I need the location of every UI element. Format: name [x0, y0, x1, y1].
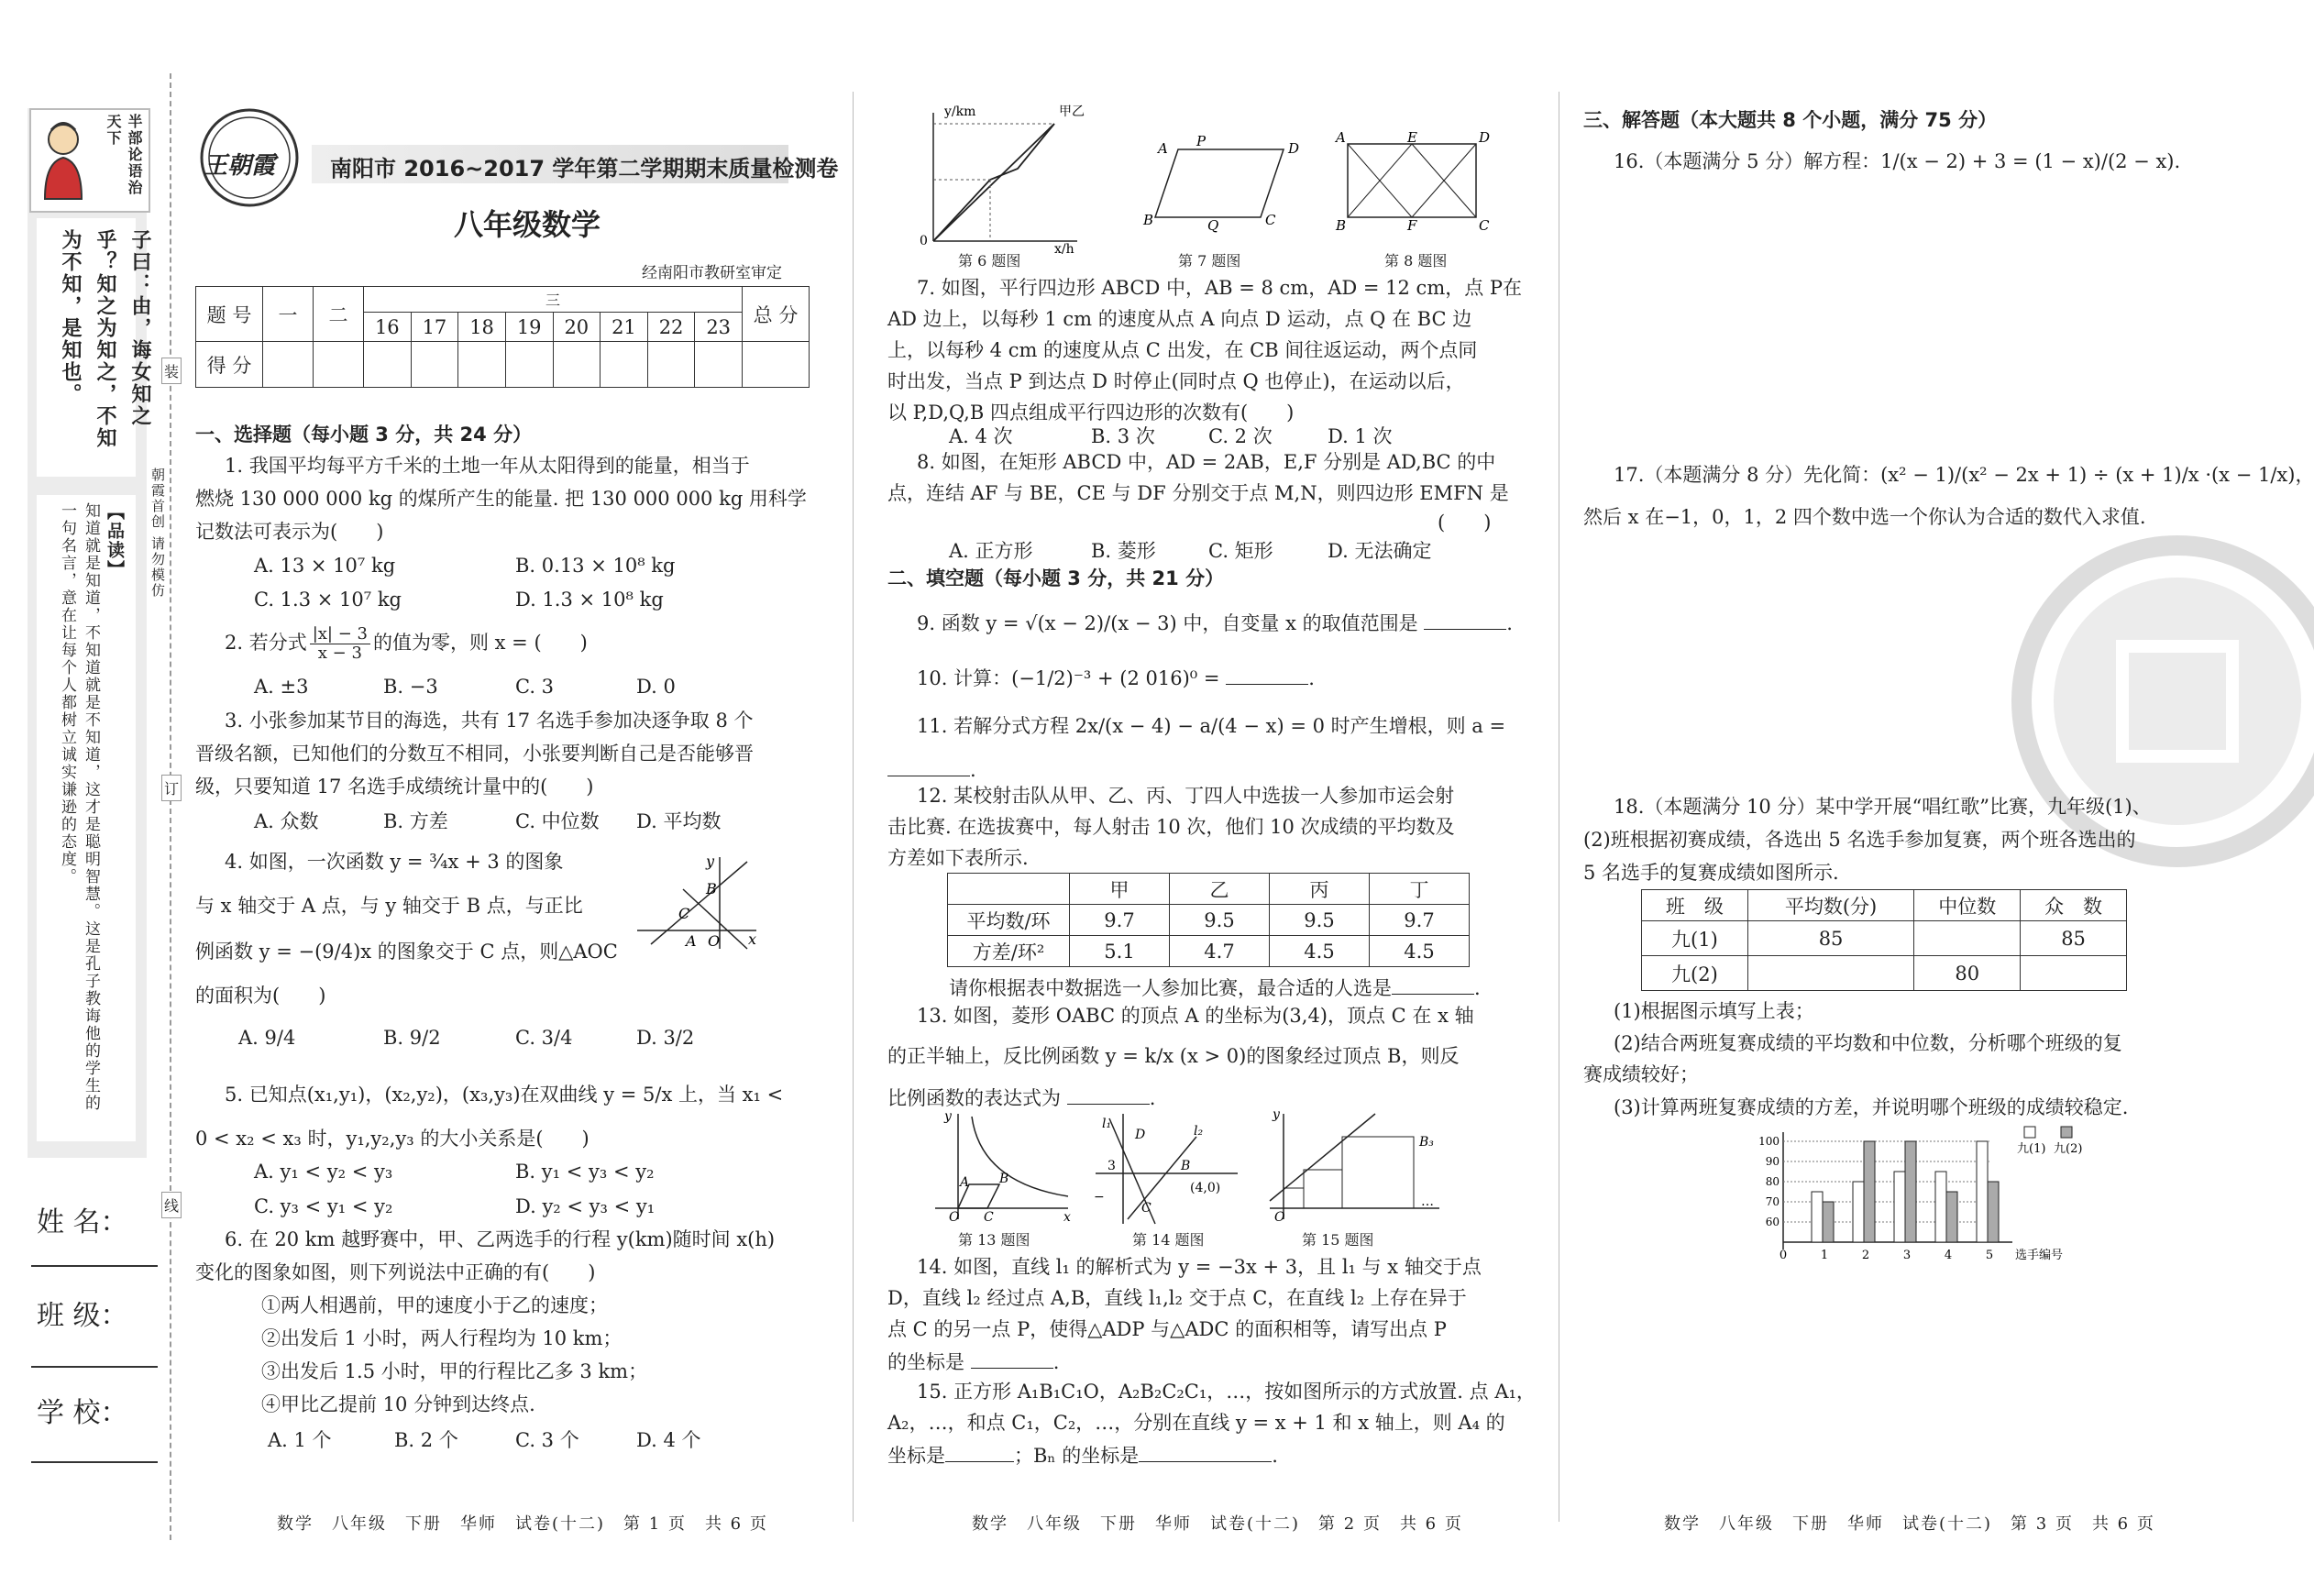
score-cell[interactable]	[314, 342, 364, 388]
svg-text:3: 3	[1107, 1159, 1116, 1173]
q18-td-blank[interactable]	[2021, 956, 2127, 991]
q6-stmt3: ③出发后 1.5 小时，甲的行程比乙多 3 km；	[261, 1360, 648, 1382]
q18-part1: (1)根据图示填写上表；	[1614, 1000, 1814, 1022]
q11-answer-blank[interactable]	[887, 752, 970, 776]
q4-line1: 4. 如图，一次函数 y = ¾x + 3 的图象	[225, 851, 564, 873]
q8-figure-label: 第 8 题图	[1384, 252, 1448, 270]
q10-stem: 10. 计算：(−1/2)⁻³ + (2 016)⁰ =	[917, 667, 1220, 689]
q17-line2: 然后 x 在−1，0，1，2 四个数中选一个你认为合适的数代入求值.	[1583, 506, 2146, 528]
score-header-2: 二	[314, 287, 364, 342]
q15-line1: 15. 正方形 A₁B₁C₁O，A₂B₂C₂C₁，…，按如图所示的方式放置. 点 A₁，	[917, 1381, 1536, 1403]
svg-text:y: y	[944, 1109, 952, 1124]
bar-九(2)-1	[1823, 1202, 1834, 1242]
section-3-title: 三、解答题（本大题共 8 个小题，满分 75 分）	[1583, 109, 1998, 131]
q5-line1: 5. 已知点(x₁,y₁)，(x₂,y₂)，(x₃,y₃)在双曲线 y = 5/x 上，当 x₁ <	[225, 1084, 784, 1106]
svg-text:F: F	[1407, 217, 1417, 234]
legend-swatch	[2061, 1127, 2072, 1138]
school-field[interactable]	[31, 1461, 158, 1463]
q12-th: 乙	[1170, 874, 1270, 905]
score-header-1: 一	[263, 287, 314, 342]
q8-option-c[interactable]: C. 矩形	[1208, 540, 1273, 562]
y-tick-label: 100	[1758, 1135, 1780, 1148]
q9-stem: 9. 函数 y = √(x − 2)/(x − 3) 中，自变量 x 的取值范围是	[917, 612, 1418, 634]
q14-answer-blank[interactable]	[971, 1344, 1053, 1369]
q2-option-b[interactable]: B. −3	[383, 676, 438, 698]
q12-th: 丙	[1270, 874, 1370, 905]
q18-th: 众 数	[2021, 890, 2127, 921]
q13-prompt: 比例函数的表达式为	[887, 1087, 1061, 1109]
q15-prompt-a: 坐标是	[887, 1445, 945, 1467]
binding-line	[170, 73, 171, 1540]
q12-td: 5.1	[1070, 936, 1170, 967]
q3-option-b[interactable]: B. 方差	[383, 810, 448, 832]
q18-line1: 18.（本题满分 10 分）某中学开展“唱红歌”比赛，九年级(1)、	[1614, 796, 2152, 818]
q4-option-a[interactable]: A. 9/4	[238, 1027, 296, 1049]
q8-option-a[interactable]: A. 正方形	[949, 540, 1033, 562]
q13-line1: 13. 如图，菱形 OABC 的顶点 A 的坐标为(3,4)，顶点 C 在 x 轴	[917, 1005, 1474, 1027]
q12-td: 方差/环²	[948, 936, 1070, 967]
y-tick-label: 60	[1765, 1216, 1780, 1228]
q12-line3: 方差如下表所示.	[887, 847, 1029, 869]
q11-text: 11. 若解分式方程 2x/(x − 4) − a/(4 − x) = 0 时产生增根，则 a =	[917, 715, 1506, 737]
score-cell[interactable]	[695, 342, 743, 388]
q4-line3: 例函数 y = −(9/4)x 的图象交于 C 点，则△AOC	[195, 941, 618, 963]
q13-figure-label: 第 13 题图	[958, 1231, 1030, 1249]
svg-text:C: C	[984, 1210, 994, 1225]
score-header-label: 题 号	[196, 287, 263, 342]
svg-text:−: −	[1094, 1190, 1105, 1205]
svg-text:l₂: l₂	[1194, 1124, 1204, 1139]
q3-line1: 3. 小张参加某节目的海选，共有 17 名选手参加决逐争取 8 个	[225, 710, 754, 732]
q14-figure-label: 第 14 题图	[1132, 1231, 1205, 1249]
score-header-total: 总 分	[743, 287, 810, 342]
q15-line3: 坐标是 ；Bₙ 的坐标是 .	[887, 1437, 1278, 1472]
svg-text:甲乙: 甲乙	[1059, 105, 1085, 119]
q12-td: 9.7	[1370, 905, 1470, 936]
reading-text: 知道就是知道，不知道就是不知道，这才是聪明智慧。这是孔子教诲他的学生的一句名言，意在让每个人都树立诚实谦逊的态度。	[58, 502, 100, 1112]
y-tick-label: 70	[1765, 1195, 1780, 1208]
q14-line1: 14. 如图，直线 l₁ 的解析式为 y = −3x + 3，且 l₁ 与 x 轴交于点	[917, 1256, 1482, 1278]
approval-note: 经南阳市教研室审定	[642, 264, 782, 282]
q8-line3: ( )	[1438, 512, 1492, 534]
score-cell[interactable]	[743, 342, 810, 388]
q7-option-d[interactable]: D. 1 次	[1328, 425, 1393, 447]
q7-line2: AD 边上，以每秒 1 cm 的速度从点 A 向点 D 运动，点 Q 在 BC 边	[887, 308, 1472, 330]
q2-den: x − 3	[317, 644, 362, 663]
q15-line2: A₂，…，和点 C₁，C₂，…，分别在直线 y = x + 1 和 x 轴上，则 A₄ 的	[887, 1412, 1505, 1434]
logo-text: 王朝霞	[204, 152, 276, 180]
score-sub: 20	[553, 313, 601, 342]
q1-option-b[interactable]: B. 0.13 × 10⁸ kg	[515, 555, 676, 577]
q14-line3: 点 C 的另一点 P，使得△ADP 与△ADC 的面积相等，请写出点 P	[887, 1318, 1447, 1340]
q6-option-b[interactable]: B. 2 个	[394, 1429, 458, 1451]
y-tick-label: 90	[1765, 1155, 1780, 1168]
bar-九(2)-5	[1988, 1182, 1999, 1242]
svg-text:B: B	[1143, 212, 1154, 228]
class-label: 班 级：	[37, 1300, 128, 1332]
x-tick-label: 3	[1902, 1249, 1912, 1262]
svg-text:B: B	[1336, 217, 1347, 234]
score-sub: 22	[647, 313, 695, 342]
q9-text: 9. 函数 y = √(x − 2)/(x − 3) 中，自变量 x 的取值范围是 .	[917, 605, 1513, 640]
svg-text:A: A	[960, 1175, 970, 1190]
q14-figure	[1091, 1109, 1247, 1228]
q13-answer-blank[interactable]	[1067, 1080, 1150, 1105]
x-axis-label: 选手编号	[2015, 1249, 2064, 1262]
x-tick-label: 4	[1944, 1249, 1953, 1262]
q11-answer: .	[887, 752, 976, 787]
svg-text:x: x	[748, 930, 757, 948]
q14-prompt: 的坐标是	[887, 1351, 964, 1373]
score-cell[interactable]	[458, 342, 506, 388]
exam-title: 南阳市 2016~2017 学年第二学期期末质量检测卷	[330, 156, 839, 182]
q18-th: 班 级	[1642, 890, 1748, 921]
q18-th: 平均数(分)	[1747, 890, 1913, 921]
svg-text:D: D	[1135, 1128, 1146, 1142]
section-1-title: 一、选择题（每小题 3 分，共 24 分）	[195, 424, 533, 446]
x-tick-label: 5	[1985, 1249, 1994, 1262]
svg-text:A: A	[1336, 129, 1346, 146]
q16-text: 16.（本题满分 5 分）解方程：1/(x − 2) + 3 = (1 − x)/(2 − x).	[1614, 150, 2181, 172]
q3-line3: 级，只要知道 17 名选手成绩统计量中的( )	[195, 776, 594, 798]
name-label: 姓 名：	[37, 1206, 128, 1238]
q4-line4: 的面积为( )	[195, 985, 326, 1007]
footer-page-2: 数学 八年级 下册 华师 试卷(十二) 第 2 页 共 6 页	[972, 1514, 1463, 1534]
q15-figure	[1265, 1109, 1444, 1228]
q18-part2b: 赛成绩较好；	[1583, 1063, 1699, 1085]
score-row-label: 得 分	[196, 342, 263, 388]
svg-text:A: A	[1158, 140, 1168, 157]
q2-option-c[interactable]: C. 3	[515, 676, 555, 698]
q3-option-a[interactable]: A. 众数	[254, 810, 319, 832]
bar-九(1)-4	[1935, 1172, 1946, 1242]
q2-stem	[225, 625, 588, 663]
q12-line2: 击比赛. 在选拔赛中，每人射击 10 次，他们 10 次成绩的平均数及	[887, 816, 1455, 838]
q7-figure-label: 第 7 题图	[1178, 252, 1241, 270]
q8-option-d[interactable]: D. 无法确定	[1328, 540, 1432, 562]
q7-figure	[1141, 133, 1306, 234]
q1-option-d[interactable]: D. 1.3 × 10⁸ kg	[515, 589, 664, 611]
q12-line1: 12. 某校射击队从甲、乙、丙、丁四人中选拔一人参加市运会射	[917, 785, 1455, 807]
score-cell[interactable]	[647, 342, 695, 388]
score-sub: 16	[364, 313, 412, 342]
q1-option-c[interactable]: C. 1.3 × 10⁷ kg	[254, 589, 402, 611]
q6-line1: 6. 在 20 km 越野赛中，甲、乙两选手的行程 y(km)随时间 x(h)	[225, 1228, 776, 1250]
q12-line4: 请你根据表中数据选一人参加比赛，最合适的人选是 .	[949, 970, 1481, 1005]
q12-td: 4.7	[1170, 936, 1270, 967]
bar-九(2)-2	[1864, 1141, 1875, 1242]
q2-option-a[interactable]: A. ±3	[254, 676, 309, 698]
q12-th	[948, 874, 1070, 905]
bar-九(1)-1	[1812, 1192, 1823, 1242]
q7-line5: 以 P,D,Q,B 四点组成平行四边形的次数有( )	[887, 402, 1295, 424]
q15-answer-blank-a[interactable]	[945, 1437, 1014, 1462]
q4-line2: 与 x 轴交于 A 点，与 y 轴交于 B 点，与正比	[195, 895, 583, 917]
q15-answer-blank-b[interactable]	[1139, 1437, 1272, 1462]
legend-label: 九(2)	[2054, 1142, 2083, 1156]
svg-text:D: D	[1288, 140, 1300, 157]
q7-option-a[interactable]: A. 4 次	[949, 425, 1013, 447]
q1-line3: 记数法可表示为( )	[195, 521, 384, 543]
svg-text:C: C	[1141, 1201, 1151, 1216]
svg-text:B: B	[706, 880, 717, 897]
svg-text:A: A	[686, 932, 697, 950]
q18-td: 九(2)	[1642, 956, 1748, 991]
q12-th: 丁	[1370, 874, 1470, 905]
q12-td: 平均数/环	[948, 905, 1070, 936]
q12-td: 9.5	[1170, 905, 1270, 936]
score-table	[195, 286, 810, 388]
q12-td: 4.5	[1370, 936, 1470, 967]
q12-td: 9.7	[1070, 905, 1170, 936]
q12-th: 甲	[1070, 874, 1170, 905]
svg-text:x: x	[1063, 1210, 1071, 1225]
q6-stmt2: ②出发后 1 小时，两人行程均为 10 km；	[261, 1327, 623, 1349]
score-cell[interactable]	[553, 342, 601, 388]
seal-mark-3: 线	[161, 1192, 182, 1218]
score-cell[interactable]	[263, 342, 314, 388]
svg-text:D: D	[1479, 129, 1491, 146]
q14-line2: D，直线 l₂ 经过点 A,B，直线 l₁,l₂ 交于点 C，在直线 l₂ 上存在异于	[887, 1287, 1467, 1309]
q1-line2: 燃烧 130 000 000 kg 的煤所产生的能量. 把 130 000 000 kg 用科学	[195, 488, 807, 510]
q4-figure	[633, 853, 761, 953]
q18-td-blank[interactable]	[1747, 956, 1913, 991]
score-cell[interactable]	[601, 342, 648, 388]
q18-td-blank[interactable]	[1914, 921, 2021, 956]
q8-figure	[1334, 129, 1491, 234]
svg-text:C: C	[1265, 212, 1276, 228]
q2-option-d[interactable]: D. 0	[636, 676, 676, 698]
q18-line3: 5 名选手的复赛成绩如图所示.	[1583, 862, 1839, 884]
q4-option-d[interactable]: D. 3/2	[636, 1027, 695, 1049]
score-sub: 21	[601, 313, 648, 342]
q6-option-a[interactable]: A. 1 个	[268, 1429, 332, 1451]
svg-text:y/km: y/km	[944, 105, 976, 119]
svg-text:0: 0	[920, 234, 928, 248]
svg-text:C: C	[1479, 217, 1490, 234]
svg-text:B: B	[1181, 1159, 1191, 1173]
q8-option-b[interactable]: B. 菱形	[1091, 540, 1156, 562]
q4-option-c[interactable]: C. 3/4	[515, 1027, 573, 1049]
q2-fraction	[310, 625, 370, 663]
seal-mark-1: 装	[161, 358, 182, 384]
svg-text:x/h: x/h	[1054, 242, 1074, 257]
score-cell[interactable]	[505, 342, 553, 388]
legend-swatch	[2024, 1127, 2035, 1138]
q15-prompt-b: ；Bₙ 的坐标是	[1014, 1445, 1140, 1467]
q5-option-b[interactable]: B. y₁ < y₃ < y₂	[515, 1161, 655, 1183]
bar-九(1)-3	[1894, 1172, 1905, 1242]
svg-text:Q: Q	[1207, 217, 1219, 234]
q6-figure	[917, 105, 1085, 257]
q17-line1: 17.（本题满分 8 分）先化简：(x² − 1)/(x² − 2x + 1) ÷ (x + 1)/x ·(x − 1/x)，	[1614, 464, 2314, 486]
q6-line2: 变化的图象如图，则下列说法中正确的有( )	[195, 1261, 596, 1283]
q14-line4: 的坐标是 .	[887, 1344, 1059, 1379]
q18-td: 85	[1747, 921, 1913, 956]
q12-td: 9.5	[1270, 905, 1370, 936]
q2-post: 的值为零，则 x = ( )	[372, 632, 588, 654]
svg-text:O: O	[708, 932, 721, 950]
svg-text:l₁: l₁	[1102, 1117, 1112, 1131]
q18-td: 九(1)	[1642, 921, 1748, 956]
score-header-3: 三	[364, 287, 743, 313]
q7-line1: 7. 如图，平行四边形 ABCD 中，AB = 8 cm，AD = 12 cm，点 P在	[917, 277, 1523, 299]
q18-th: 中位数	[1914, 890, 2021, 921]
q8-line2: 点，连结 AF 与 BE，CE 与 DF 分别交于点 M,N，则四边形 EMFN 是	[887, 482, 1509, 504]
q7-line4: 时出发，当点 P 到达点 D 时停止(同时点 Q 也停止)，在运动以后，	[887, 370, 1465, 392]
q5-option-d[interactable]: D. y₂ < y₃ < y₁	[515, 1195, 656, 1217]
q10-answer-blank[interactable]	[1226, 660, 1308, 685]
footer-page-1: 数学 八年级 下册 华师 试卷(十二) 第 1 页 共 6 页	[277, 1514, 768, 1534]
q18-td: 85	[2021, 921, 2127, 956]
q2-num: |x| − 3	[310, 625, 370, 644]
q1-line1: 1. 我国平均每平方千米的土地一年从太阳得到的能量，相当于	[225, 455, 750, 477]
q10-text: 10. 计算：(−1/2)⁻³ + (2 016)⁰ = .	[917, 660, 1315, 695]
q6-option-c[interactable]: C. 3 个	[515, 1429, 579, 1451]
q6-option-d[interactable]: D. 4 个	[636, 1429, 701, 1451]
q18-part2a: (2)结合两班复赛成绩的平均数和中位数，分析哪个班级的复	[1614, 1032, 2122, 1054]
q12-td: 4.5	[1270, 936, 1370, 967]
x-tick-label: 2	[1861, 1249, 1870, 1262]
svg-text:B: B	[999, 1172, 1009, 1186]
score-cell[interactable]	[364, 342, 412, 388]
svg-text:(4,0): (4,0)	[1190, 1181, 1221, 1195]
brand-text: 朝霞首创 请勿模仿	[149, 468, 166, 599]
class-field[interactable]	[31, 1366, 158, 1368]
q5-option-c[interactable]: C. y₃ < y₁ < y₂	[254, 1195, 393, 1217]
q3-option-c[interactable]: C. 中位数	[515, 810, 600, 832]
q12-answer-blank[interactable]	[1392, 970, 1474, 995]
svg-text:E: E	[1407, 129, 1417, 146]
q5-option-a[interactable]: A. y₁ < y₂ < y₃	[254, 1161, 393, 1183]
q5-line2: 0 < x₂ < x₃ 时，y₁,y₂,y₃ 的大小关系是( )	[195, 1128, 590, 1150]
q9-answer-blank[interactable]	[1424, 605, 1506, 630]
reading-label: 【品读】	[105, 502, 125, 579]
q18-part3: (3)计算两班复赛成绩的方差，并说明哪个班级的成绩较稳定.	[1614, 1096, 2129, 1118]
q18-table	[1641, 889, 2127, 991]
q12-table	[947, 873, 1470, 967]
bar-九(2)-3	[1905, 1141, 1916, 1242]
q18-bar-chart	[1742, 1123, 2083, 1270]
q7-option-b[interactable]: B. 3 次	[1091, 425, 1155, 447]
bar-九(2)-4	[1946, 1192, 1957, 1242]
section-2-title: 二、填空题（每小题 3 分，共 21 分）	[887, 567, 1225, 589]
q15-figure-label: 第 15 题图	[1302, 1231, 1374, 1249]
school-label: 学 校：	[37, 1397, 128, 1429]
q6-stmt1: ①两人相遇前，甲的速度小于乙的速度；	[261, 1294, 608, 1316]
q13-line2: 的正半轴上，反比例函数 y = k/x (x > 0)的图象经过顶点 B，则反	[887, 1045, 1460, 1067]
seal-mark-2: 订	[161, 775, 182, 801]
svg-text:C: C	[678, 905, 690, 922]
svg-text:O: O	[1274, 1210, 1285, 1225]
svg-text:B₃: B₃	[1419, 1135, 1434, 1150]
svg-text:y: y	[706, 853, 715, 870]
x-tick-label: 1	[1820, 1249, 1829, 1262]
score-sub: 19	[505, 313, 553, 342]
y-tick-label: 80	[1765, 1175, 1780, 1188]
svg-text:O: O	[949, 1210, 960, 1225]
bar-九(1)-2	[1853, 1182, 1864, 1242]
legend-label: 九(1)	[2017, 1142, 2046, 1156]
column-divider-1	[853, 92, 854, 1522]
svg-text:P: P	[1196, 133, 1207, 149]
q6-stmt4: ④甲比乙提前 10 分钟到达终点.	[261, 1393, 535, 1415]
q18-td: 80	[1914, 956, 2021, 991]
q7-option-c[interactable]: C. 2 次	[1208, 425, 1273, 447]
q13-figure	[931, 1109, 1077, 1224]
confucius-figure	[31, 112, 95, 204]
score-cell[interactable]	[411, 342, 458, 388]
name-field[interactable]	[31, 1265, 158, 1267]
motto-text: 半部论语治天下	[105, 114, 143, 196]
footer-page-3: 数学 八年级 下册 华师 试卷(十二) 第 3 页 共 6 页	[1664, 1514, 2155, 1534]
q7-line3: 上，以每秒 4 cm 的速度从点 C 出发，在 CB 间往返运动，两个点同	[887, 339, 1478, 361]
q3-line2: 晋级名额，已知他们的分数互不相同，小张要判断自己是否能够晋	[195, 743, 754, 765]
exam-subtitle: 八年级数学	[454, 207, 601, 242]
q2-pre: 2. 若分式	[225, 632, 307, 654]
quote-text: 子曰：由，诲女知之乎？知之为知之，不知为不知，是知也。	[59, 229, 152, 449]
q3-option-d[interactable]: D. 平均数	[636, 810, 722, 832]
score-sub: 17	[411, 313, 458, 342]
bar-九(1)-5	[1977, 1141, 1988, 1242]
q12-prompt: 请你根据表中数据选一人参加比赛，最合适的人选是	[949, 977, 1392, 999]
q13-line3: 比例函数的表达式为 .	[887, 1080, 1155, 1115]
score-sub: 18	[458, 313, 506, 342]
q6-figure-label: 第 6 题图	[958, 252, 1021, 270]
q1-option-a[interactable]: A. 13 × 10⁷ kg	[254, 555, 396, 577]
x-tick-label: 0	[1779, 1249, 1788, 1262]
svg-text:…: …	[1421, 1194, 1434, 1209]
score-sub: 23	[695, 313, 743, 342]
q18-line2: (2)班根据初赛成绩，各选出 5 名选手参加复赛，两个班各选出的	[1583, 829, 2136, 851]
svg-text:y: y	[1273, 1107, 1280, 1122]
q8-line1: 8. 如图，在矩形 ABCD 中，AD = 2AB，E,F 分别是 AD,BC 的中	[917, 451, 1496, 473]
q4-option-b[interactable]: B. 9/2	[383, 1027, 441, 1049]
